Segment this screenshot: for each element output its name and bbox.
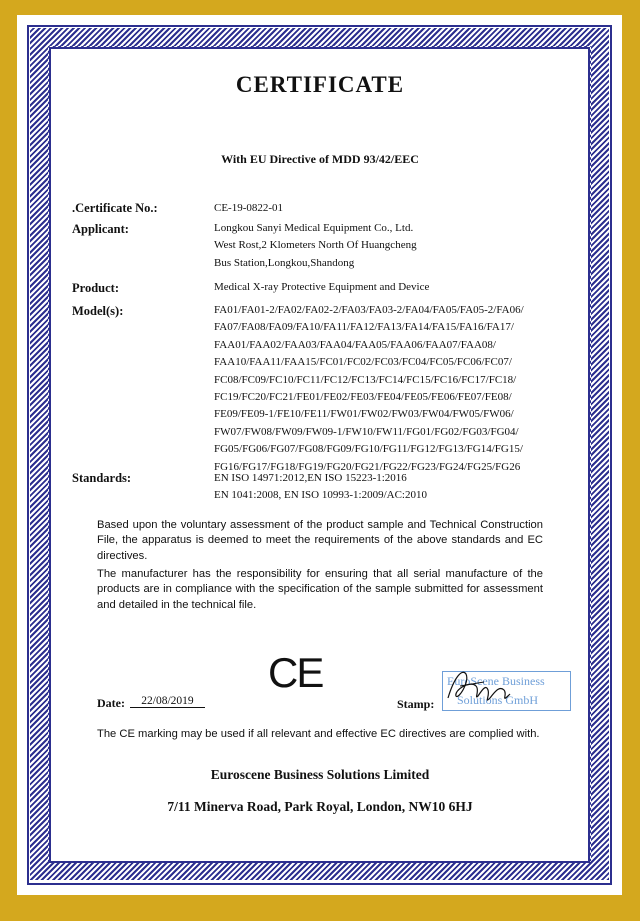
certificate-title: CERTIFICATE xyxy=(235,72,405,97)
ce-marking-note: The CE marking may be used if all relevant and effective EC directives are complied with. xyxy=(97,728,540,740)
applicant-line: Bus Station,Longkou,Shandong xyxy=(214,256,355,269)
model-line: FA01/FA01-2/FA02/FA02-2/FA03/FA03-2/FA04/FA05/FA05-2/FA06/ xyxy=(214,304,524,316)
applicant-line: West Rost,2 Klometers North Of Huangcheng xyxy=(214,239,417,252)
models-value xyxy=(214,302,524,476)
model-line: FC08/FC09/FC10/FC11/FC12/FC13/FC14/FC15/FC16/FC17/FC18/ xyxy=(214,373,517,386)
stamp-line: Solutions GmbH xyxy=(457,693,539,707)
standards-label: Standards: xyxy=(72,471,132,485)
model-line: FG05/FG06/FG07/FG08/FG09/FG10/FG11/FG12/FG13/FG14/FG15/ xyxy=(214,443,523,456)
certificate-subtitle: With EU Directive of MDD 93/42/EEC xyxy=(221,152,419,166)
models-label: Model(s): xyxy=(72,304,124,318)
standard-line: EN 1041:2008, EN ISO 10993-1:2009/AC:2010 xyxy=(214,489,427,502)
certificate-no-value: CE-19-0822-01 xyxy=(214,202,284,214)
certificate-no-label: .Certificate No.: xyxy=(72,201,158,215)
standards-value xyxy=(214,470,427,505)
stamp-line: EuroScene Business xyxy=(447,674,545,688)
standard-line: EN ISO 14971:2012,EN ISO 15223-1:2016 xyxy=(214,472,407,484)
model-line: FC19/FC20/FC21/FE01/FE02/FE03/FE04/FE05/FE06/FE07/FE08/ xyxy=(214,391,512,404)
issuer-company: Euroscene Business Solutions Limited xyxy=(210,767,430,782)
date-label: Date: xyxy=(97,696,125,710)
signature-icon xyxy=(440,660,520,710)
applicant-label: Applicant: xyxy=(72,222,129,236)
stamp-label: Stamp: xyxy=(397,697,435,711)
applicant-value xyxy=(214,220,417,272)
responsibility-paragraph: The manufacturer has the responsibility for ensuring that all serial manufacture of the products are in compliance with the specification of the sample submitted for assessment and detailed in the technical file. xyxy=(97,568,543,611)
issuer-address: 7/11 Minerva Road, Park Royal, London, NW10 6HJ xyxy=(167,799,473,814)
date-value: 22/08/2019 xyxy=(130,695,205,708)
model-line: FE09/FE09-1/FE10/FE11/FW01/FW02/FW03/FW04/FW05/FW06/ xyxy=(214,408,514,421)
model-line: FA07/FA08/FA09/FA10/FA11/FA12/FA13/FA14/FA15/FA16/FA17/ xyxy=(214,321,514,334)
assessment-paragraph: Based upon the voluntary assessment of the product sample and Technical Construction File, the apparatus is deemed to meet the requirements of the above standards and EC directives. xyxy=(97,519,543,562)
model-line: FW07/FW08/FW09/FW09-1/FW10/FW11/FG01/FG02/FG03/FG04/ xyxy=(214,425,519,438)
model-line: FAA10/FAA11/FAA15/FC01/FC02/FC03/FC04/FC05/FC06/FC07/ xyxy=(214,356,512,369)
product-value: Medical X-ray Protective Equipment and Device xyxy=(214,281,430,293)
ce-mark: CE xyxy=(268,649,323,696)
model-line: FG16/FG17/FG18/FG19/FG20/FG21/FG22/FG23/FG24/FG25/FG26 xyxy=(214,460,521,473)
product-label: Product: xyxy=(72,281,119,295)
applicant-line: Longkou Sanyi Medical Equipment Co., Ltd. xyxy=(214,222,414,234)
model-line: FAA01/FAA02/FAA03/FAA04/FAA05/FAA06/FAA07/FAA08/ xyxy=(214,338,496,351)
